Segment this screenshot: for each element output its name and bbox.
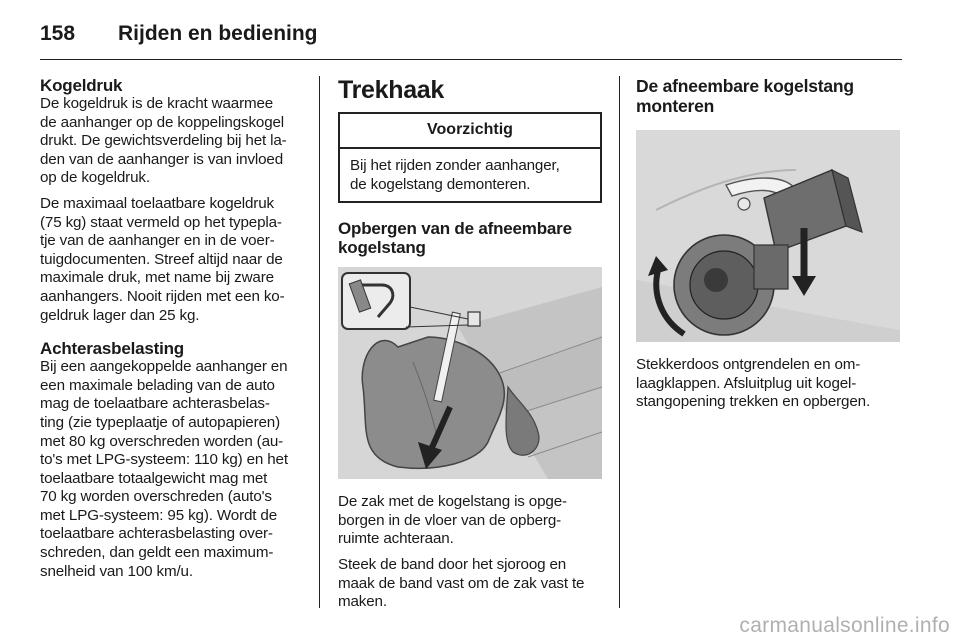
text-line: (75 kg) staat vermeld op het typepla- [40, 213, 282, 231]
text-line: maak de band vast om de zak vast te [338, 574, 585, 592]
caption-storage-2 [338, 556, 602, 612]
title-line: monteren [636, 96, 715, 116]
text-line: snelheid van 100 km/u. [40, 562, 193, 580]
text-line: met 80 kg overschreden worden (au- [40, 432, 284, 450]
text-line: mag de toelaatbare achterasbelas- [40, 395, 270, 413]
section-title-trekhaak: Trekhaak [338, 76, 445, 104]
text-line: op de kogeldruk. [40, 169, 150, 187]
page-header [40, 20, 902, 60]
caution-title: Voorzichtig [340, 114, 600, 149]
text-line: toelaatbare totaalgewicht mag met [40, 469, 268, 487]
caption-storage-1 [338, 493, 602, 549]
section-title-monteren [636, 76, 902, 116]
caution-box [338, 112, 602, 203]
text-line: laagklappen. Afsluitplug uit kogel- [636, 374, 857, 392]
kogeldruk-paragraph-1 [40, 95, 304, 188]
text-line: drukt. De gewichtsverdeling bij het la- [40, 132, 287, 150]
column-kogeldruk [40, 76, 304, 581]
column-trekhaak [338, 76, 602, 612]
column-monteren [636, 76, 902, 412]
text-line: geldruk lager dan 25 kg. [40, 306, 200, 324]
text-line: met LPG-systeem: 95 kg). Wordt de [40, 506, 278, 524]
text-line: tje van de aanhanger en in de voer- [40, 232, 275, 250]
text-line: de kogelstang demonteren. [350, 175, 531, 193]
section-title-achterasbelasting: Achterasbelasting [40, 339, 184, 359]
illustration-socket-fold [636, 130, 900, 342]
section-title-kogeldruk: Kogeldruk [40, 76, 123, 95]
text-line: een maximale belading van de auto [40, 376, 275, 394]
text-line: Bij het rijden zonder aanhanger, [350, 157, 560, 174]
column-divider [619, 76, 620, 608]
caption-monteren [636, 356, 902, 412]
text-line: stangopening trekken en opbergen. [636, 393, 871, 411]
caution-text [340, 149, 600, 201]
subsection-title-opbergen [338, 219, 602, 257]
text-line: schreden, dan geldt een maximum- [40, 544, 274, 562]
text-line: Bij een aangekoppelde aanhanger en [40, 358, 288, 376]
text-line: De kogeldruk is de kracht waarmee [40, 95, 274, 112]
text-line: to's met LPG-systeem: 110 kg) en het [40, 451, 288, 469]
page-number: 158 [40, 22, 76, 45]
text-line: toelaatbare achterasbelasting over- [40, 525, 273, 543]
kogeldruk-paragraph-2 [40, 195, 304, 325]
column-divider [319, 76, 320, 608]
text-line: De maximaal toelaatbare kogeldruk [40, 194, 274, 212]
title-line: kogelstang [338, 238, 426, 258]
text-line: maximale druk, met name bij zware [40, 269, 274, 287]
text-line: ruimte achteraan. [338, 530, 454, 548]
text-line: ting (zie typeplaatje of autopapieren) [40, 413, 280, 431]
text-line: Steek de band door het sjoroog en [338, 555, 567, 573]
text-line: aanhangers. Nooit rijden met een ko- [40, 287, 285, 305]
text-line: De zak met de kogelstang is opge- [338, 493, 567, 511]
text-line: Stekkerdoos ontgrendelen en om- [636, 356, 861, 373]
chapter-title: Rijden en bediening [118, 22, 318, 45]
achterasbelasting-paragraph [40, 358, 304, 581]
text-line: tuigdocumenten. Streef altijd naar de [40, 250, 283, 268]
watermark-text: carmanualsonline.info [739, 614, 950, 637]
text-line: borgen in de vloer van de opberg- [338, 511, 562, 529]
title-line: De afneembare kogelstang [636, 76, 854, 96]
text-line: 70 kg worden overschreden (auto's [40, 488, 272, 506]
title-line: Opbergen van de afneembare [338, 219, 572, 239]
text-line: maken. [338, 593, 387, 611]
text-line: de aanhanger op de koppelingskogel [40, 113, 285, 131]
illustration-storage-bag [338, 267, 602, 479]
text-line: den van de aanhanger is van invloed [40, 150, 284, 168]
